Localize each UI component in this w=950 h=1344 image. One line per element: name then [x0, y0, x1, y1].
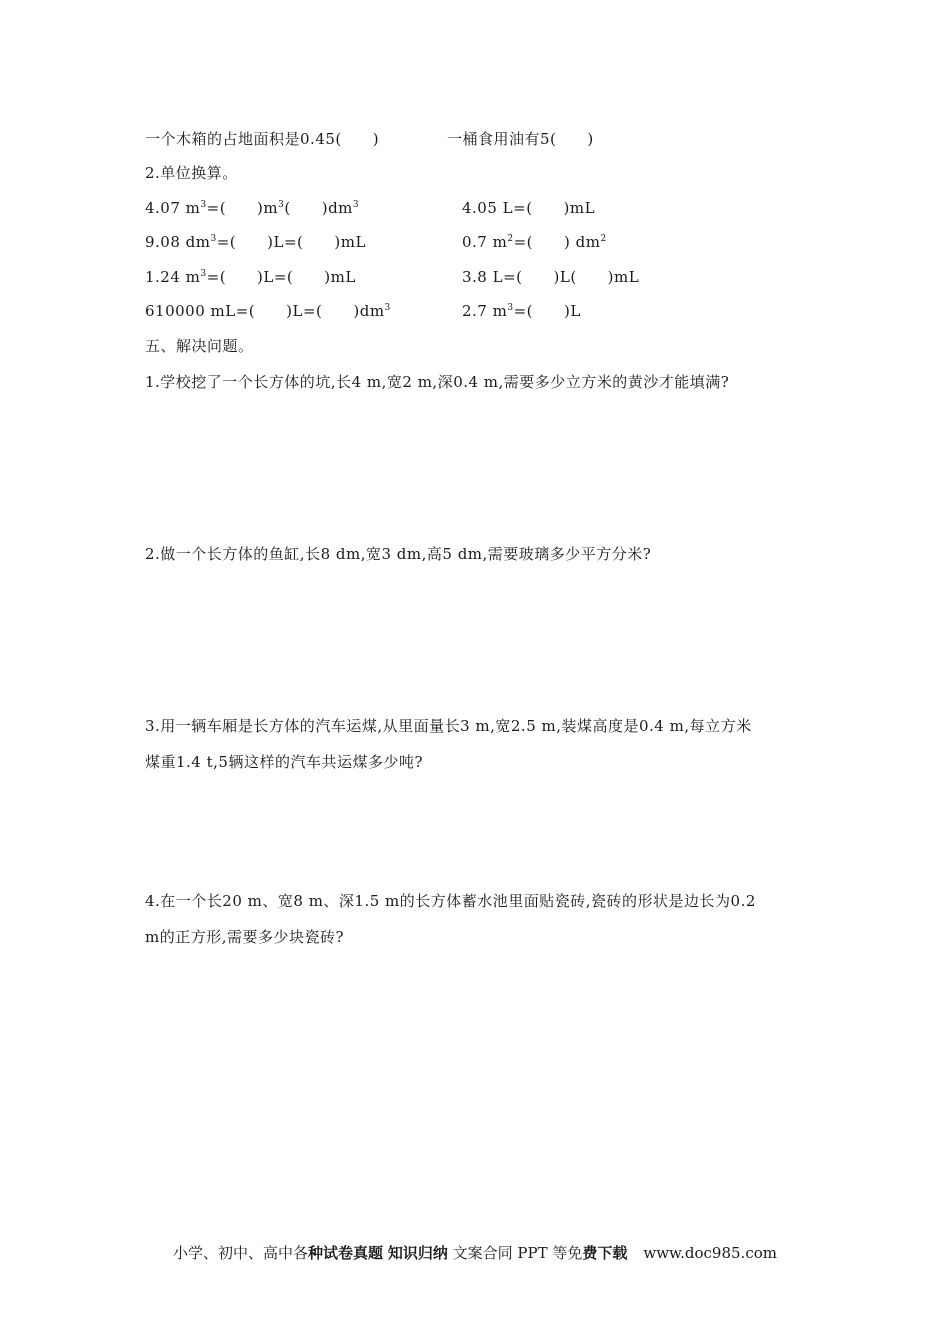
question-1: 1.学校挖了一个长方体的坑,长4 m,宽2 m,深0.4 m,需要多少立方米的黄沙才能填满? — [145, 373, 730, 391]
question-4-line-2: m的正方形,需要多少块瓷砖? — [145, 928, 345, 946]
question-2: 2.做一个长方体的鱼缸,长8 dm,宽3 dm,高5 dm,需要玻璃多少平方分米? — [145, 545, 652, 563]
footer-banner: 小学、初中、高中各种试卷真题 知识归纳 文案合同 PPT 等免费下载 www.doc985.com — [173, 1244, 777, 1262]
conversion-row-4-right: 2.7 $m^3=$( )L — [462, 302, 581, 320]
fill-in-row-1-right: 一桶食用油有5( ) — [447, 130, 594, 148]
conversion-row-3-right: 3.8 L=( )L( )mL — [462, 268, 640, 286]
question-4-line-1: 4.在一个长20 m、宽8 m、深1.5 m的长方体蓄水池里面贴瓷砖,瓷砖的形状是边长为0.2 — [145, 892, 756, 910]
conversion-row-4-left: 610000 mL=( )L=( )$dm^3$ — [145, 302, 391, 320]
conversion-row-2-right: 0.7 $m^2=$( ) $dm^2$ — [462, 233, 607, 251]
footer-url-link[interactable]: www.doc985.com — [643, 1244, 777, 1262]
section-5-heading: 五、解决问题。 — [145, 337, 254, 355]
fill-in-row-1-left: 一个木箱的占地面积是0.45( ) — [145, 130, 380, 148]
conversion-row-3-left: 1.24 $m^3=$( )L=( )mL — [145, 268, 356, 286]
question-3-line-1: 3.用一辆车厢是长方体的汽车运煤,从里面量长3 m,宽2.5 m,装煤高度是0.4 m,每立方米 — [145, 717, 752, 735]
section-2-heading: 2.单位换算。 — [145, 164, 238, 182]
conversion-row-2-left: 9.08 $dm^3=$( )L=( )mL — [145, 233, 366, 251]
conversion-row-1-right: 4.05 L=( )mL — [462, 199, 596, 217]
conversion-row-1-left: 4.07 $m^3=$( )$m^3$( )$dm^3$ — [145, 199, 360, 217]
question-3-line-2: 煤重1.4 t,5辆这样的汽车共运煤多少吨? — [145, 753, 424, 771]
